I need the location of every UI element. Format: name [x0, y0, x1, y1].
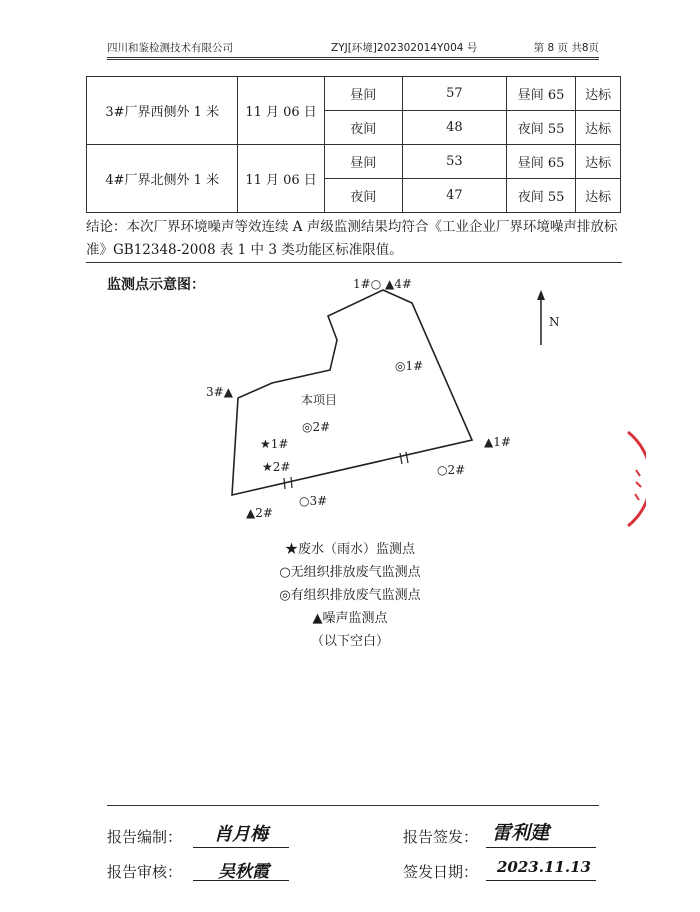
- unorganized-point-2-label: ○2#: [437, 463, 466, 477]
- issued-by-label: 报告签发：: [403, 828, 479, 846]
- compiled-by-label: 报告编制：: [107, 828, 183, 846]
- noise-point-3-label: 3#▲: [206, 385, 233, 399]
- north-label: N: [549, 315, 560, 329]
- conclusion-text: 结论：本次厂界环境噪声等效连续 A 声级监测结果均符合《工业企业厂界环境噪声排放标准》GB12348-2008 表 1 中 3 类功能区标准限值。: [86, 219, 618, 258]
- wastewater-point-2-label: ★2#: [262, 460, 291, 474]
- table-cell-limit: 夜间 55: [506, 179, 575, 213]
- signature-rule: [107, 805, 599, 806]
- compiled-by-signature: 肖月梅: [214, 824, 268, 845]
- table-cell-result: 达标: [576, 145, 621, 179]
- compiled-by-line: [193, 847, 289, 848]
- table-cell-value: 57: [402, 77, 506, 111]
- report-number: ZYJ[环境]202302014Y004 号: [331, 42, 478, 54]
- table-cell-result: 达标: [576, 77, 621, 111]
- boundary-tick: [400, 453, 402, 464]
- table-cell-value: 48: [402, 111, 506, 145]
- noise-point-1-label: ▲1#: [484, 435, 511, 449]
- table-cell-date: 11 月 06 日: [238, 77, 324, 145]
- page-number: 第 8 页 共8页: [533, 42, 599, 54]
- north-arrow-head-icon: [537, 290, 545, 300]
- table-cell-period: 昼间: [324, 145, 402, 179]
- diagram-legend: [250, 538, 450, 653]
- table-cell-period: 夜间: [324, 179, 402, 213]
- official-stamp: [626, 430, 646, 530]
- organized-point-1-label: ◎1#: [395, 359, 424, 373]
- table-cell-value: 47: [402, 179, 506, 213]
- legend-wastewater: ★废水（雨水）监测点: [284, 542, 415, 557]
- boundary-tick: [284, 478, 285, 489]
- reviewed-by-line: [193, 880, 289, 881]
- issue-date-label: 签发日期：: [403, 863, 479, 881]
- issued-by-line: [486, 847, 596, 848]
- top-marker-label: 1#○ ▲4#: [353, 277, 412, 291]
- noise-point-2-label: ▲2#: [246, 506, 273, 520]
- issue-date-line: [486, 880, 596, 881]
- legend-unorganized: ○无组织排放废气监测点: [279, 565, 421, 580]
- table-cell-value: 53: [402, 145, 506, 179]
- legend-noise: ▲噪声监测点: [312, 611, 388, 626]
- table-cell-result: 达标: [576, 179, 621, 213]
- table-cell-period: 夜间: [324, 111, 402, 145]
- table-cell-limit: 昼间 65: [506, 77, 575, 111]
- boundary-tick: [291, 477, 292, 488]
- table-cell-date: 11 月 06 日: [238, 145, 324, 213]
- table-cell-limit: 昼间 65: [506, 145, 575, 179]
- table-cell-point: 3#厂界西侧外 1 米: [87, 77, 238, 145]
- boundary-tick: [406, 452, 408, 463]
- reviewed-by-label: 报告审核：: [107, 863, 183, 881]
- table-cell-result: 达标: [576, 111, 621, 145]
- issued-by-signature: 雷利建: [492, 822, 550, 844]
- table-cell-limit: 夜间 55: [506, 111, 575, 145]
- diagram-title: 监测点示意图：: [107, 277, 205, 293]
- unorganized-point-3-label: ○3#: [299, 494, 328, 508]
- company-name: 四川和鉴检测技术有限公司: [107, 42, 233, 54]
- project-label: 本项目: [301, 393, 338, 407]
- organized-point-2-label: ◎2#: [302, 420, 331, 434]
- table-cell-period: 昼间: [324, 77, 402, 111]
- wastewater-point-1-label: ★1#: [260, 437, 289, 451]
- blank-notice: （以下空白）: [310, 634, 389, 649]
- issue-date-value: 2023.11.13: [497, 858, 591, 876]
- table-cell-point: 4#厂界北侧外 1 米: [87, 145, 238, 213]
- reviewed-by-signature: 吴秋霞: [218, 862, 269, 882]
- legend-organized: ◎有组织排放废气监测点: [279, 588, 421, 603]
